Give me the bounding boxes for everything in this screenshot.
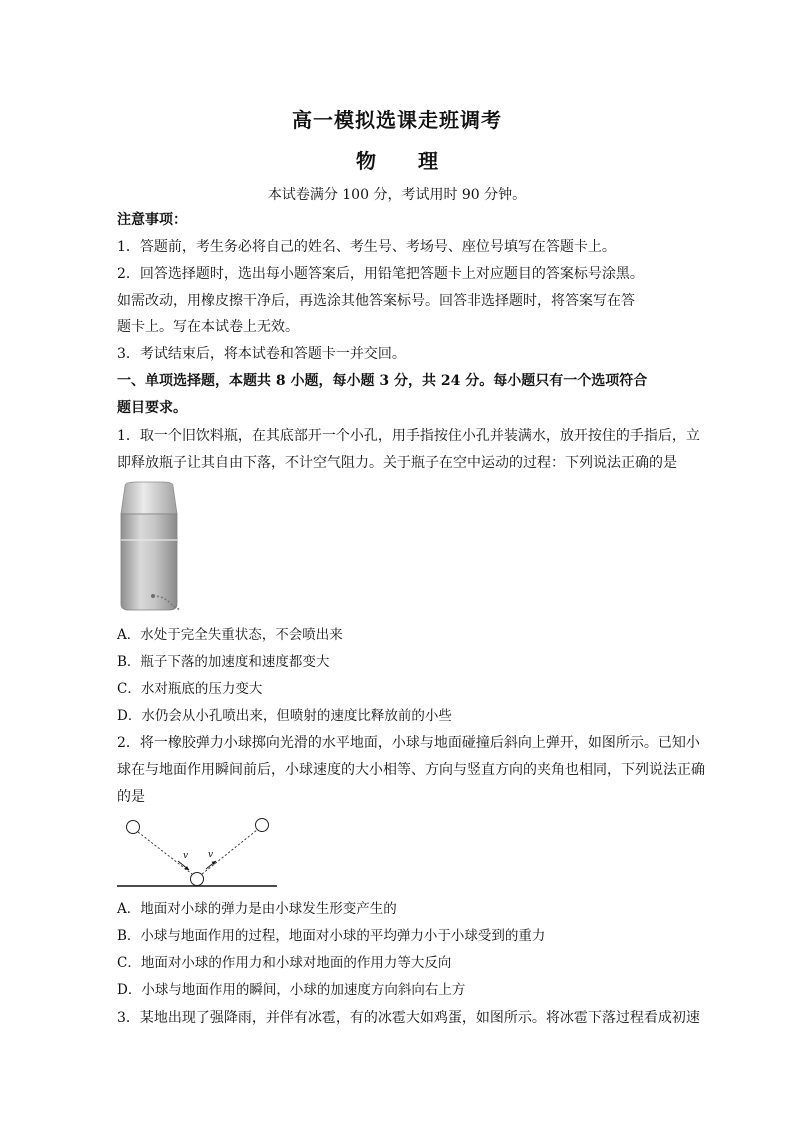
q1-option-c: C．水对瓶底的压力变大 xyxy=(117,681,263,697)
exam-title: 高一模拟选课走班调考 xyxy=(292,108,502,132)
note-2-line-1: 2．回答选择题时，选出每小题答案后，用铅笔把答题卡上对应题目的答案标号涂黑。 xyxy=(117,266,644,282)
q1-stem-line-2: 即释放瓶子让其自由下落，不计空气阻力。关于瓶子在空中运动的过程：下列说法正确的是 xyxy=(117,455,677,471)
q2-stem-line-3: 的是 xyxy=(117,789,145,805)
section-heading-line-1: 一、单项选择题，本题共 8 小题，每小题 3 分，共 24 分。每小题只有一个选项符合 xyxy=(117,373,648,389)
subject-title xyxy=(0,145,794,174)
note-2-line-2: 如需改动，用橡皮擦干净后，再选涂其他答案标号。回答非选择题时，将答案写在答 xyxy=(117,293,635,309)
q2-option-d: D．小球与地面作用的瞬间，小球的加速度方向斜向右上方 xyxy=(117,982,466,998)
q1-stem-line-1: 1．取一个旧饮料瓶，在其底部开一个小孔，用手指按住小孔并装满水，放开按住的手指后，立 xyxy=(117,428,700,444)
ball-bounce-figure xyxy=(115,814,280,889)
q2-option-a: A．地面对小球的弹力是由小球发生形变产生的 xyxy=(117,901,397,917)
note-1: 1．答题前，考生务必将自己的姓名、考生号、考场号、座位号填写在答题卡上。 xyxy=(117,239,616,255)
bottle-body xyxy=(121,514,177,610)
exam-info: 本试卷满分 100 分，考试用时 90 分钟。 xyxy=(267,187,527,203)
notes-heading: 注意事项： xyxy=(117,212,187,228)
velocity-label-out: v xyxy=(208,850,214,860)
q1-option-b: B．瓶子下落的加速度和速度都变大 xyxy=(117,654,330,670)
bottle-figure xyxy=(115,480,190,614)
subject-char-2: 理 xyxy=(418,149,438,173)
subject-char-1: 物 xyxy=(356,149,376,173)
ball-contact xyxy=(191,873,204,886)
velocity-label-in: v xyxy=(183,851,189,861)
q2-stem-line-2: 球在与地面作用瞬间前后，小球速度的大小相等、方向与竖直方向的夹角也相同，下列说法正确 xyxy=(117,762,705,778)
q3-stem-line-1: 3．某地出现了强降雨，并伴有冰雹，有的冰雹大如鸡蛋，如图所示。将冰雹下落过程看成初速 xyxy=(117,1010,700,1026)
ball-before xyxy=(127,821,140,834)
note-3: 3．考试结束后，将本试卷和答题卡一并交回。 xyxy=(117,346,406,362)
q2-option-c: C．地面对小球的作用力和小球对地面的作用力等大反向 xyxy=(117,955,452,971)
q2-stem-line-1: 2．将一橡胶弹力小球掷向光滑的水平地面，小球与地面碰撞后斜向上弹开，如图所示。已知小 xyxy=(117,735,700,751)
bottle-cap xyxy=(121,482,177,514)
section-heading-line-2: 题目要求。 xyxy=(117,400,187,416)
q1-option-d: D．水仍会从小孔喷出来，但喷射的速度比释放前的小些 xyxy=(117,708,452,724)
ball-after xyxy=(256,819,269,832)
q1-option-a: A．水处于完全失重状态，不会喷出来 xyxy=(117,627,343,643)
q2-option-b: B．小球与地面作用的过程，地面对小球的平均弹力小于小球受到的重力 xyxy=(117,928,546,944)
note-2-line-3: 题卡上。写在本试卷上无效。 xyxy=(117,319,299,335)
